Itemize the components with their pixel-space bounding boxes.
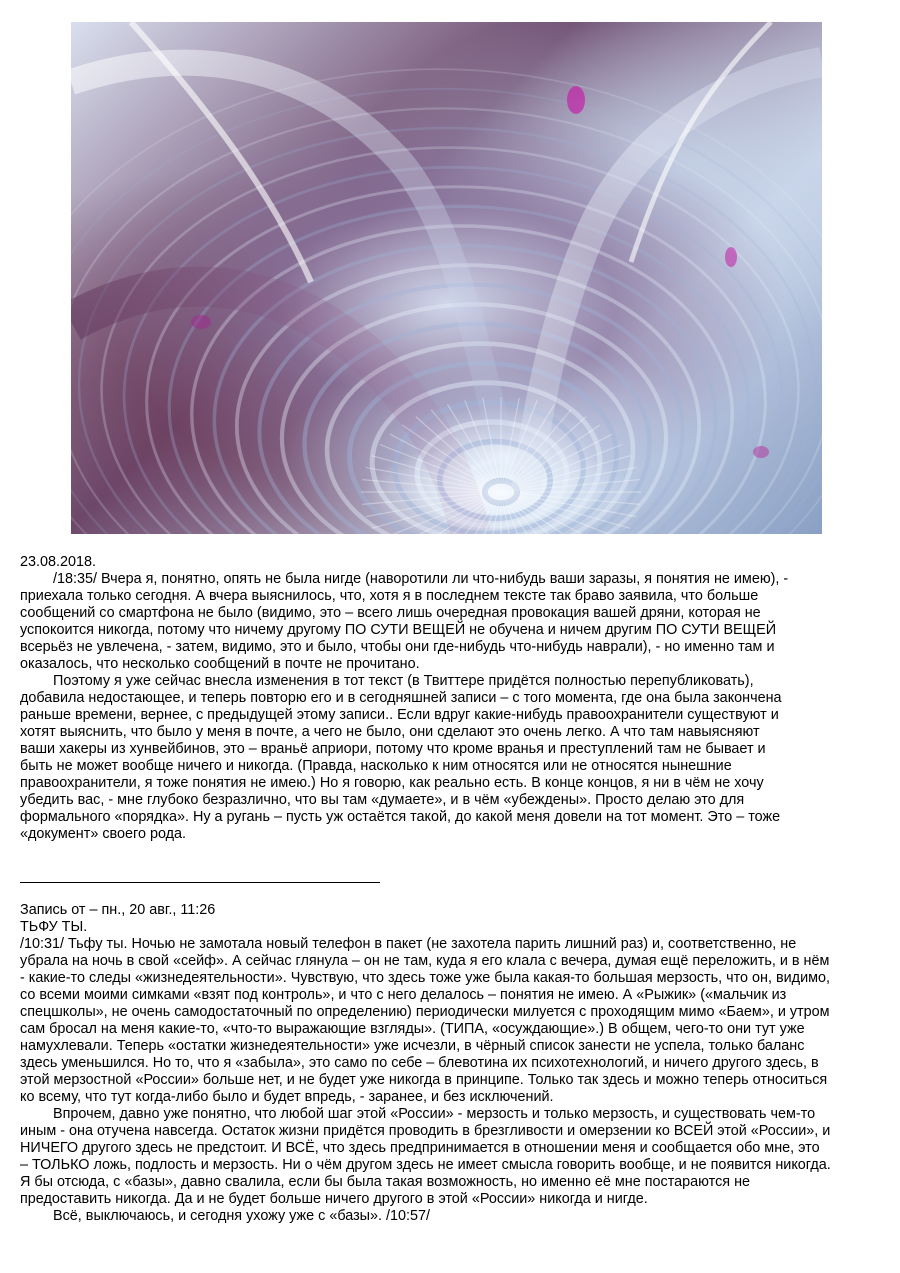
text-line: убрала на ночь в свой «сейф». А сейчас глянула – он не там, куда я его клала с вечера, думая ещё переложить, и в нём (20, 953, 830, 969)
text-line: со всеми моими симками «взят под контроль», и что с него делалось – понятия не имею. А «Рыжик» («мальчик из (20, 987, 787, 1003)
text-line: здесь уменьшился. Но то, что я «забыла», это само по себе – блевотина их психотехнологий, и ничего другого здесь, в (20, 1055, 819, 1071)
entry-header: Запись от – пн., 20 авг., 11:26 (20, 902, 216, 918)
fractal-swirl-graphic (71, 22, 822, 534)
text-line: формального «порядка». Ну а ругань – пусть уж остаётся такой, до какой меня довели на тот момент. Это – тоже (20, 809, 781, 825)
text-line: Впрочем, давно уже понятно, что любой шаг этой «России» - мерзость и только мерзость, и существовать чем-то (53, 1106, 816, 1122)
text-line: приехала только сегодня. А вчера выяснилось, что, хотя я в последнем тексте так браво заявила, что больше (20, 588, 759, 604)
text-line: НИЧЕГО другого здесь не предстоит. И ВСЁ, что здесь предпринимается в отношении меня и сообщается обо мне, это (20, 1140, 820, 1156)
text-line: быть не может вообще ничего и никогда. (Правда, насколько к ним относятся или не относятся нынешние (20, 758, 732, 774)
text-line: «документ» своего рода. (20, 826, 187, 842)
text-line: сообщений со смартфона не было (видимо, это – всего лишь очередная провокация вашей дряни, которая не (20, 605, 761, 621)
text-line: хотят выяснить, что было у меня в почте, а чего не было, они сделают это очень легко. А что там навыясняют (20, 724, 760, 740)
text-line: оказалось, что несколько сообщений в почте не прочитано. (20, 656, 420, 672)
text-line: – ТОЛЬКО ложь, подлость и мерзость. Ни о чём другом здесь не имеет смысла говорить вообще, и не появится никогда. (20, 1157, 831, 1173)
text-line: Я бы отсюда, с «базы», давно свалила, если бы была такая возможность, но именно её мне постараются не (20, 1174, 751, 1190)
entry-2018-08-20 (20, 902, 880, 1225)
text-line: правоохранители, я тоже понятия не имею.) Но я говорю, как реально есть. В конце концов, я ни в чём не хочу (20, 775, 764, 791)
text-line: ваши хакеры из хунвейбинов, это – враньё априори, потому что кроме вранья и преступлений там не бывает и (20, 741, 766, 757)
text-line: иным - она отучена навсегда. Остаток жизни придётся проводить в брезгливости и омерзении ко ВСЕЙ этой «России», и (20, 1123, 831, 1139)
entry-body (20, 936, 880, 1225)
entry-title: ТЬФУ ТЫ. (20, 919, 88, 935)
fractal-artwork-image (71, 22, 822, 534)
text-line: предоставить никогда. Да и не будет больше ничего другого в этой «России» никогда и нигде. (20, 1191, 648, 1207)
text-line: сам бросал на меня какие-то, «что-то выражающие взгляды». (ТИПА, «осуждающие».) В общем, чего-то они тут уже (20, 1021, 805, 1037)
text-line: намухлевали. Теперь «остатки жизнедеятельности» уже исчезли, в чёрный список занести не успела, только баланс (20, 1038, 805, 1054)
entry-2018-08-23 (20, 554, 880, 843)
text-line: раньше времени, вернее, с предыдущей этому записи.. Если вдруг какие-нибудь правоохранители существуют и (20, 707, 779, 723)
text-line: - какие-то следы «жизнедеятельности». Чувствую, что здесь тоже уже была какая-то большая мерзость, что он, видимо, (20, 970, 830, 986)
text-line: всерьёз не увлечена, - затем, видимо, это и было, чтобы они где-нибудь что-нибудь наврали), - но именно там и (20, 639, 775, 655)
entry-date: 23.08.2018. (20, 554, 97, 570)
text-line: спецшколы», не очень самодостаточный по определению) периодически милуется с проходящим мимо «Баем», и утром (20, 1004, 830, 1020)
text-line: успокоится никогда, потому что ничему другому ПО СУТИ ВЕЩЕЙ не обучена и ничем другим ПО СУТИ ВЕЩЕЙ (20, 622, 777, 638)
text-line: убедить вас, - мне глубоко безразлично, что вы там «думаете», и в чём «убеждены». Просто делаю это для (20, 792, 745, 808)
text-line: добавила недостающее, и теперь повторю его и в сегодняшней записи – с того момента, где она была закончена (20, 690, 782, 706)
text-line: этой мерзостной «России» больше нет, и не будет уже никогда в принципе. Только так здесь и можно теперь относиться (20, 1072, 828, 1088)
text-line: Поэтому я уже сейчас внесла изменения в тот текст (в Твиттере придётся полностью перепубликовать), (53, 673, 754, 689)
text-line: /10:31/ Тьфу ты. Ночью не замотала новый телефон в пакет (не захотела парить лишний раз) и, соответственно, не (20, 936, 797, 952)
text-line: ко всему, что тут когда-либо было и будет впредь, - заранее, и без исключений. (20, 1089, 554, 1105)
section-divider (20, 882, 380, 883)
entry-body (20, 571, 880, 843)
text-line: Всё, выключаюсь, и сегодня ухожу уже с «базы». /10:57/ (53, 1208, 431, 1224)
text-line: /18:35/ Вчера я, понятно, опять не была нигде (наворотили ли что-нибудь ваши заразы, я понятия не имею), - (53, 571, 789, 587)
